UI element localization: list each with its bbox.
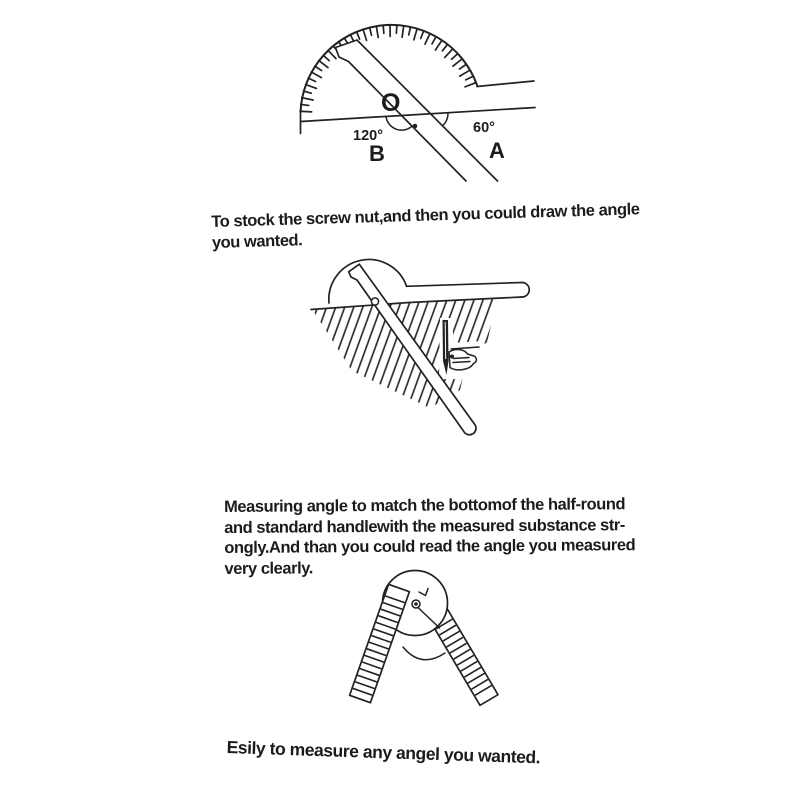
handle-top-line — [407, 283, 522, 287]
handle-top-line — [477, 81, 534, 87]
pivot-dot — [413, 124, 418, 129]
figure-step1-protractor-diagram — [300, 25, 535, 181]
step2-caption — [224, 494, 635, 579]
screw-nut — [371, 298, 378, 305]
caption-line: Esily to measure any angel you wanted. — [226, 737, 541, 768]
figure-step3-measuring-diagram — [350, 571, 498, 706]
caption-line: To stock the screw nut,and then you could draw the angle — [211, 200, 640, 231]
caption-line: very clearly. — [224, 558, 313, 578]
thumb-mark — [450, 354, 454, 358]
handle-end-cap — [522, 283, 529, 298]
angle-arc-60 — [443, 113, 448, 126]
label-point-a: A — [489, 138, 505, 163]
caption-line: you wanted. — [211, 230, 303, 252]
label-angle-left: 120° — [353, 128, 383, 144]
caption-line: and standard handlewith the measured substance str- — [224, 515, 625, 537]
screw-dot — [414, 602, 418, 606]
label-angle-right: 60° — [473, 120, 495, 136]
caption-line: Measuring angle to match the bottomof the half-round — [224, 495, 626, 516]
label-point-b: B — [369, 141, 385, 166]
caption-line: ongly.And than you could read the angle you measured — [224, 536, 636, 557]
figure-step2-marking-diagram — [311, 260, 529, 435]
measured-angle-arc — [403, 647, 445, 660]
pencil-highlight — [445, 322, 446, 359]
label-origin: O — [381, 89, 401, 117]
